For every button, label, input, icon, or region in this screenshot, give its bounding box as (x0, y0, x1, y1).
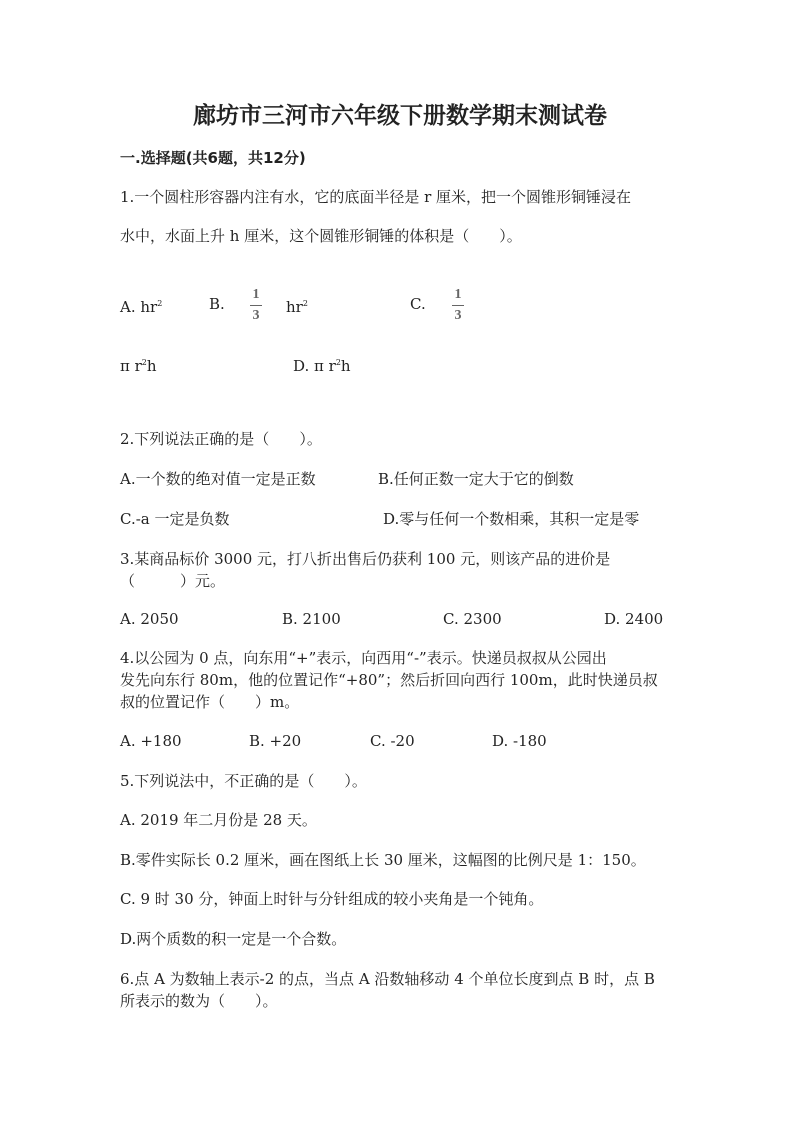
question-6-stem-line-1: 6.点 A 为数轴上表示-2 的点，当点 A 沿数轴移动 4 个单位长度到点 B 时，点 B (120, 970, 655, 988)
question-1-option-c-continued: π $r^2h$ (120, 357, 157, 375)
fraction-bar (452, 305, 464, 306)
question-5-option-c: C. 9 时 30 分，钟面上时针与分针组成的较小夹角是一个钝角。 (120, 890, 544, 908)
question-2-option-a: A.一个数的绝对值一定是正数 (120, 470, 316, 488)
question-4-stem-line-2: 发先向东行 80m，他的位置记作“+80”；然后折回向西行 100m，此时快递员叔 (120, 671, 658, 689)
page-title: 廊坊市三河市六年级下册数学期末测试卷 (193, 103, 607, 129)
question-1-option-b-text: $hr^2$ (286, 298, 308, 316)
question-3-option-d: D. 2400 (604, 610, 664, 628)
fraction-bar (250, 305, 262, 306)
question-1-stem-line-1: 1.一个圆柱形容器内注有水，它的底面半径是 r 厘米，把一个圆锥形铜锤浸在 (120, 188, 632, 206)
question-2-option-c: C.-a 一定是负数 (120, 510, 230, 528)
question-3-option-c: C. 2300 (443, 610, 502, 628)
question-4-option-b: B. +20 (249, 732, 302, 750)
question-2-option-d: D.零与任何一个数相乘，其积一定是零 (383, 510, 640, 528)
section-heading: 一.选择题(共6题，共12分) (120, 149, 306, 167)
question-3-stem-line-2: （ ）元。 (120, 572, 226, 590)
question-6-stem-line-2: 所表示的数为（ ）。 (120, 992, 278, 1010)
question-1-stem-line-2: 水中，水面上升 h 厘米，这个圆锥形铜锤的体积是（ ）。 (120, 227, 522, 245)
question-3-option-a: A. 2050 (120, 610, 179, 628)
question-5-option-a: A. 2019 年二月份是 28 天。 (120, 811, 317, 829)
fraction-denominator: 3 (252, 308, 260, 323)
question-1-option-c-label: C. (410, 295, 426, 313)
question-1-option-d: D. π $r^2h$ (293, 357, 351, 375)
question-1-option-b-fraction (249, 287, 263, 324)
question-1-option-b-label: B. (209, 295, 225, 313)
question-1-option-c-fraction (451, 287, 465, 324)
question-4-option-c: C. -20 (370, 732, 415, 750)
question-5-stem: 5.下列说法中，不正确的是（ ）。 (120, 772, 367, 790)
question-3-option-b: B. 2100 (282, 610, 341, 628)
fraction-numerator: 1 (454, 287, 462, 302)
fraction-denominator: 3 (454, 308, 462, 323)
question-4-option-a: A. +180 (120, 732, 182, 750)
fraction-numerator: 1 (252, 287, 260, 302)
question-2-option-b: B.任何正数一定大于它的倒数 (378, 470, 574, 488)
question-4-option-d: D. -180 (492, 732, 547, 750)
question-4-stem-line-1: 4.以公园为 0 点，向东用“+”表示，向西用“-”表示。快递员叔叔从公园出 (120, 649, 607, 667)
question-5-option-d: D.两个质数的积一定是一个合数。 (120, 930, 347, 948)
question-1-option-a: A. $hr^2$ (120, 298, 163, 316)
question-2-stem: 2.下列说法正确的是（ ）。 (120, 430, 322, 448)
question-5-option-b: B.零件实际长 0.2 厘米，画在图纸上长 30 厘米，这幅图的比例尺是 1：150。 (120, 851, 646, 869)
question-3-stem-line-1: 3.某商品标价 3000 元，打八折出售后仍获利 100 元，则该产品的进价是 (120, 550, 611, 568)
question-4-stem-line-3: 叔的位置记作（ ）m。 (120, 693, 300, 711)
